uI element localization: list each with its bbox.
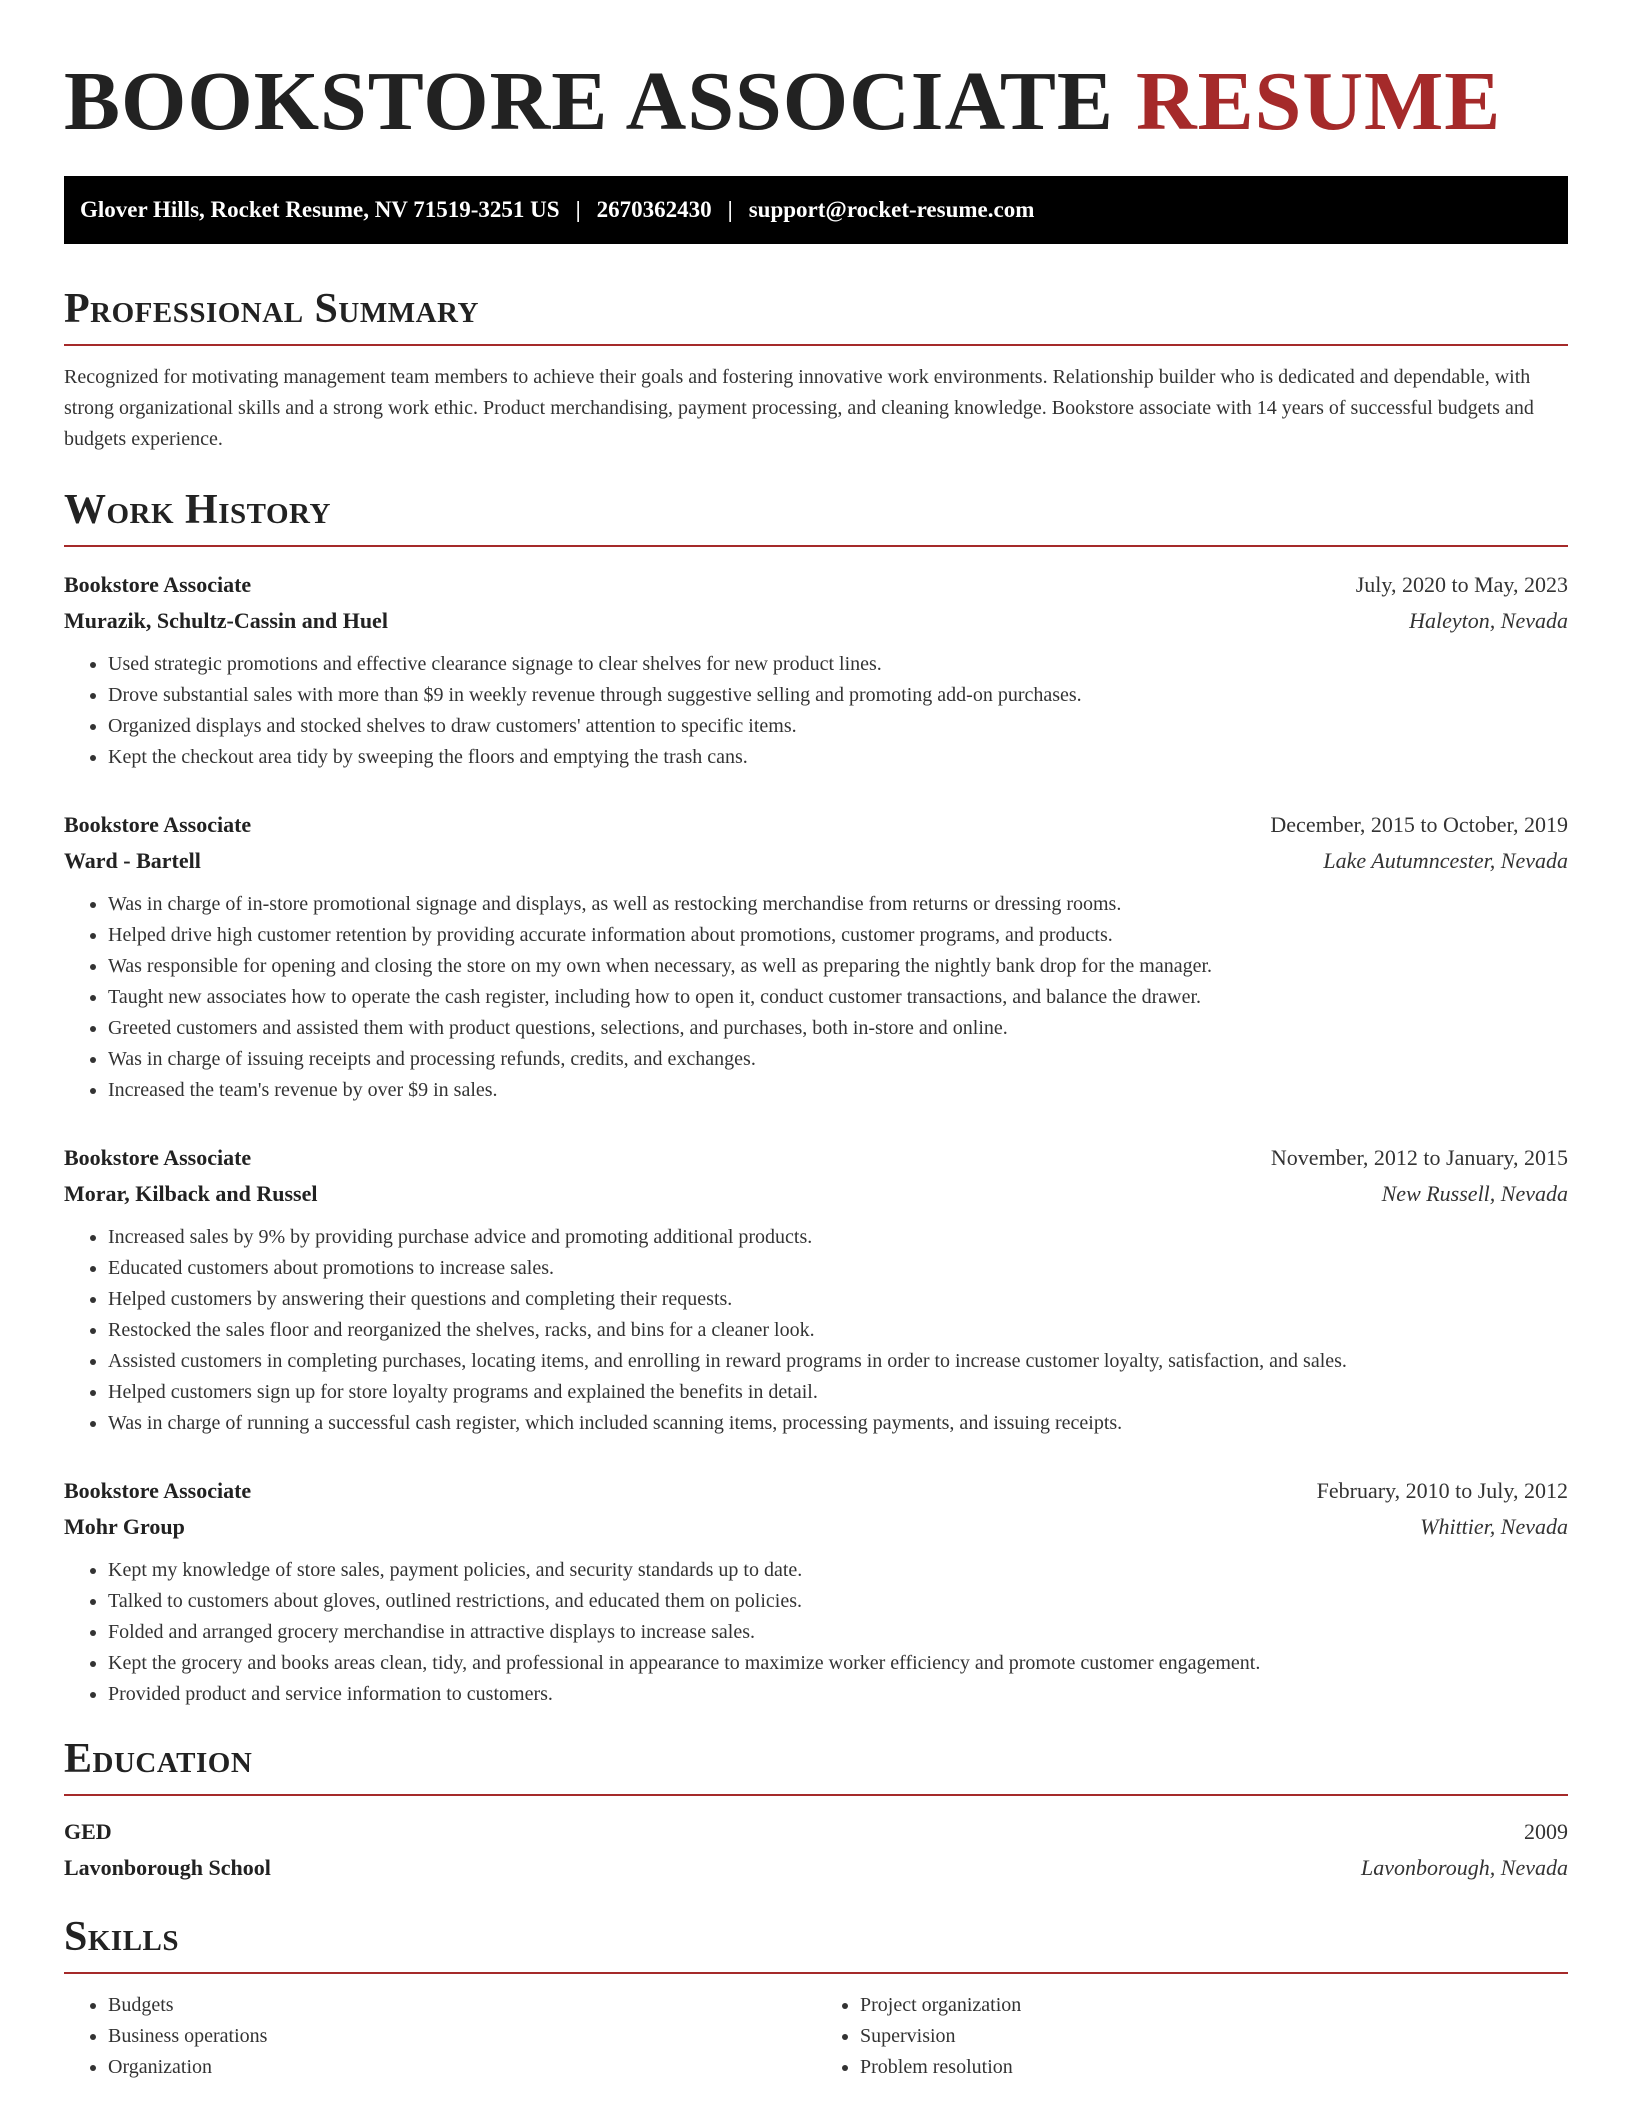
job-title: Bookstore Associate <box>64 812 252 837</box>
section-divider <box>64 1972 1568 1974</box>
skills-column-left <box>64 1990 816 2083</box>
section-divider <box>64 545 1568 547</box>
education-degree: GED <box>64 1819 112 1844</box>
job-bullet: • Greeted customers and assisted them with product questions, selections, and purchases, both in-store and online. <box>108 1013 1568 1044</box>
job-company: Morar, Kilback and Russel <box>64 1181 318 1206</box>
job-title: Bookstore Associate <box>64 572 252 597</box>
work-history-heading: Work History <box>64 487 331 533</box>
job-bullet: • Helped customers sign up for store loyalty programs and explained the benefits in detail. <box>108 1377 1568 1408</box>
job-company: Mohr Group <box>64 1514 185 1539</box>
skills-list <box>64 1990 1568 2083</box>
job-company: Murazik, Schultz-Cassin and Huel <box>64 608 388 633</box>
job-bullet: • Kept my knowledge of store sales, payment policies, and security standards up to date. <box>108 1555 1568 1586</box>
job-entry <box>64 1473 1568 1710</box>
job-bullet: • Was in charge of issuing receipts and processing refunds, credits, and exchanges. <box>108 1044 1568 1075</box>
job-bullet: • Helped customers by answering their questions and completing their requests. <box>108 1284 1568 1315</box>
education-year: 2009 <box>1524 1819 1568 1844</box>
section-divider <box>64 1794 1568 1796</box>
job-location: Haleyton, Nevada <box>1409 608 1568 633</box>
title-accent: RESUME <box>1135 55 1502 148</box>
job-location: New Russell, Nevada <box>1381 1181 1568 1206</box>
job-bullets <box>64 1555 1568 1710</box>
job-bullets <box>64 889 1568 1106</box>
job-bullet: • Kept the checkout area tidy by sweeping the floors and emptying the trash cans. <box>108 742 1568 773</box>
contact-phone: 2670362430 <box>596 197 712 222</box>
skill-item: • Project organization <box>860 1990 1568 2021</box>
title-main: BOOKSTORE ASSOCIATE <box>64 55 1114 148</box>
summary-text: Recognized for motivating management team members to achieve their goals and fostering innovative work environments. Relationship builder who is dedicated and dependable, with strong organizational skills and a strong work ethic. Product merchandising, payment processing, and cleaning knowledge. Bookstore associate with 14 years of successful budgets and budgets experience. <box>64 366 1534 450</box>
job-dates: February, 2010 to July, 2012 <box>1316 1478 1568 1503</box>
job-title: Bookstore Associate <box>64 1145 252 1170</box>
contact-separator: | <box>575 197 581 222</box>
job-bullet: • Was in charge of in-store promotional signage and displays, as well as restocking merchandise from returns or dressing rooms. <box>108 889 1568 920</box>
summary-heading: Professional Summary <box>64 286 479 332</box>
education-location: Lavonborough, Nevada <box>1361 1855 1568 1880</box>
job-bullet: • Helped drive high customer retention by providing accurate information about promotions, customer programs, and products. <box>108 920 1568 951</box>
education-heading: Education <box>64 1736 253 1782</box>
job-dates: July, 2020 to May, 2023 <box>1355 572 1568 597</box>
job-bullet: • Used strategic promotions and effective clearance signage to clear shelves for new product lines. <box>108 649 1568 680</box>
job-entry <box>64 567 1568 773</box>
job-dates: December, 2015 to October, 2019 <box>1270 812 1568 837</box>
contact-separator: | <box>727 197 733 222</box>
job-bullet: • Organized displays and stocked shelves to draw customers' attention to specific items. <box>108 711 1568 742</box>
job-bullet: • Was in charge of running a successful cash register, which included scanning items, processing payments, and issuing receipts. <box>108 1408 1568 1439</box>
job-bullets <box>64 649 1568 773</box>
job-bullet: • Assisted customers in completing purchases, locating items, and enrolling in reward programs in order to increase customer loyalty, satisfaction, and sales. <box>108 1346 1568 1377</box>
skills-column-right <box>816 1990 1568 2083</box>
job-bullet: • Increased sales by 9% by providing purchase advice and promoting additional products. <box>108 1222 1568 1253</box>
job-bullet: • Educated customers about promotions to increase sales. <box>108 1253 1568 1284</box>
contact-bar <box>64 176 1568 244</box>
job-bullet: • Drove substantial sales with more than $9 in weekly revenue through suggestive selling and promoting add-on purchases. <box>108 680 1568 711</box>
contact-email: support@rocket-resume.com <box>748 197 1035 222</box>
job-company: Ward - Bartell <box>64 848 201 873</box>
skill-item: • Budgets <box>108 1990 816 2021</box>
job-location: Whittier, Nevada <box>1420 1514 1568 1539</box>
job-dates: November, 2012 to January, 2015 <box>1270 1145 1568 1170</box>
job-title: Bookstore Associate <box>64 1478 252 1503</box>
skill-item: • Organization <box>108 2052 816 2083</box>
job-bullets <box>64 1222 1568 1439</box>
job-location: Lake Autumncester, Nevada <box>1323 848 1568 873</box>
job-bullet: • Provided product and service information to customers. <box>108 1679 1568 1710</box>
skill-item: • Problem resolution <box>860 2052 1568 2083</box>
contact-address: Glover Hills, Rocket Resume, NV 71519-3251 US <box>80 197 560 222</box>
skill-item: • Supervision <box>860 2021 1568 2052</box>
skill-item: • Business operations <box>108 2021 816 2052</box>
job-bullet: • Folded and arranged grocery merchandise in attractive displays to increase sales. <box>108 1617 1568 1648</box>
resume-title <box>64 52 1568 152</box>
job-bullet: • Increased the team's revenue by over $9 in sales. <box>108 1075 1568 1106</box>
job-bullet: • Kept the grocery and books areas clean, tidy, and professional in appearance to maximize worker efficiency and promote customer engagement. <box>108 1648 1568 1679</box>
skills-heading: Skills <box>64 1914 180 1960</box>
job-bullet: • Taught new associates how to operate the cash register, including how to open it, conduct customer transactions, and balance the drawer. <box>108 982 1568 1013</box>
job-entry <box>64 807 1568 1106</box>
job-bullet: • Was responsible for opening and closing the store on my own when necessary, as well as preparing the nightly bank drop for the manager. <box>108 951 1568 982</box>
education-entry <box>64 1814 1568 1886</box>
job-entry <box>64 1140 1568 1439</box>
job-bullet: • Restocked the sales floor and reorganized the shelves, racks, and bins for a cleaner look. <box>108 1315 1568 1346</box>
section-divider <box>64 344 1568 346</box>
education-school: Lavonborough School <box>64 1855 271 1880</box>
job-bullet: • Talked to customers about gloves, outlined restrictions, and educated them on policies. <box>108 1586 1568 1617</box>
